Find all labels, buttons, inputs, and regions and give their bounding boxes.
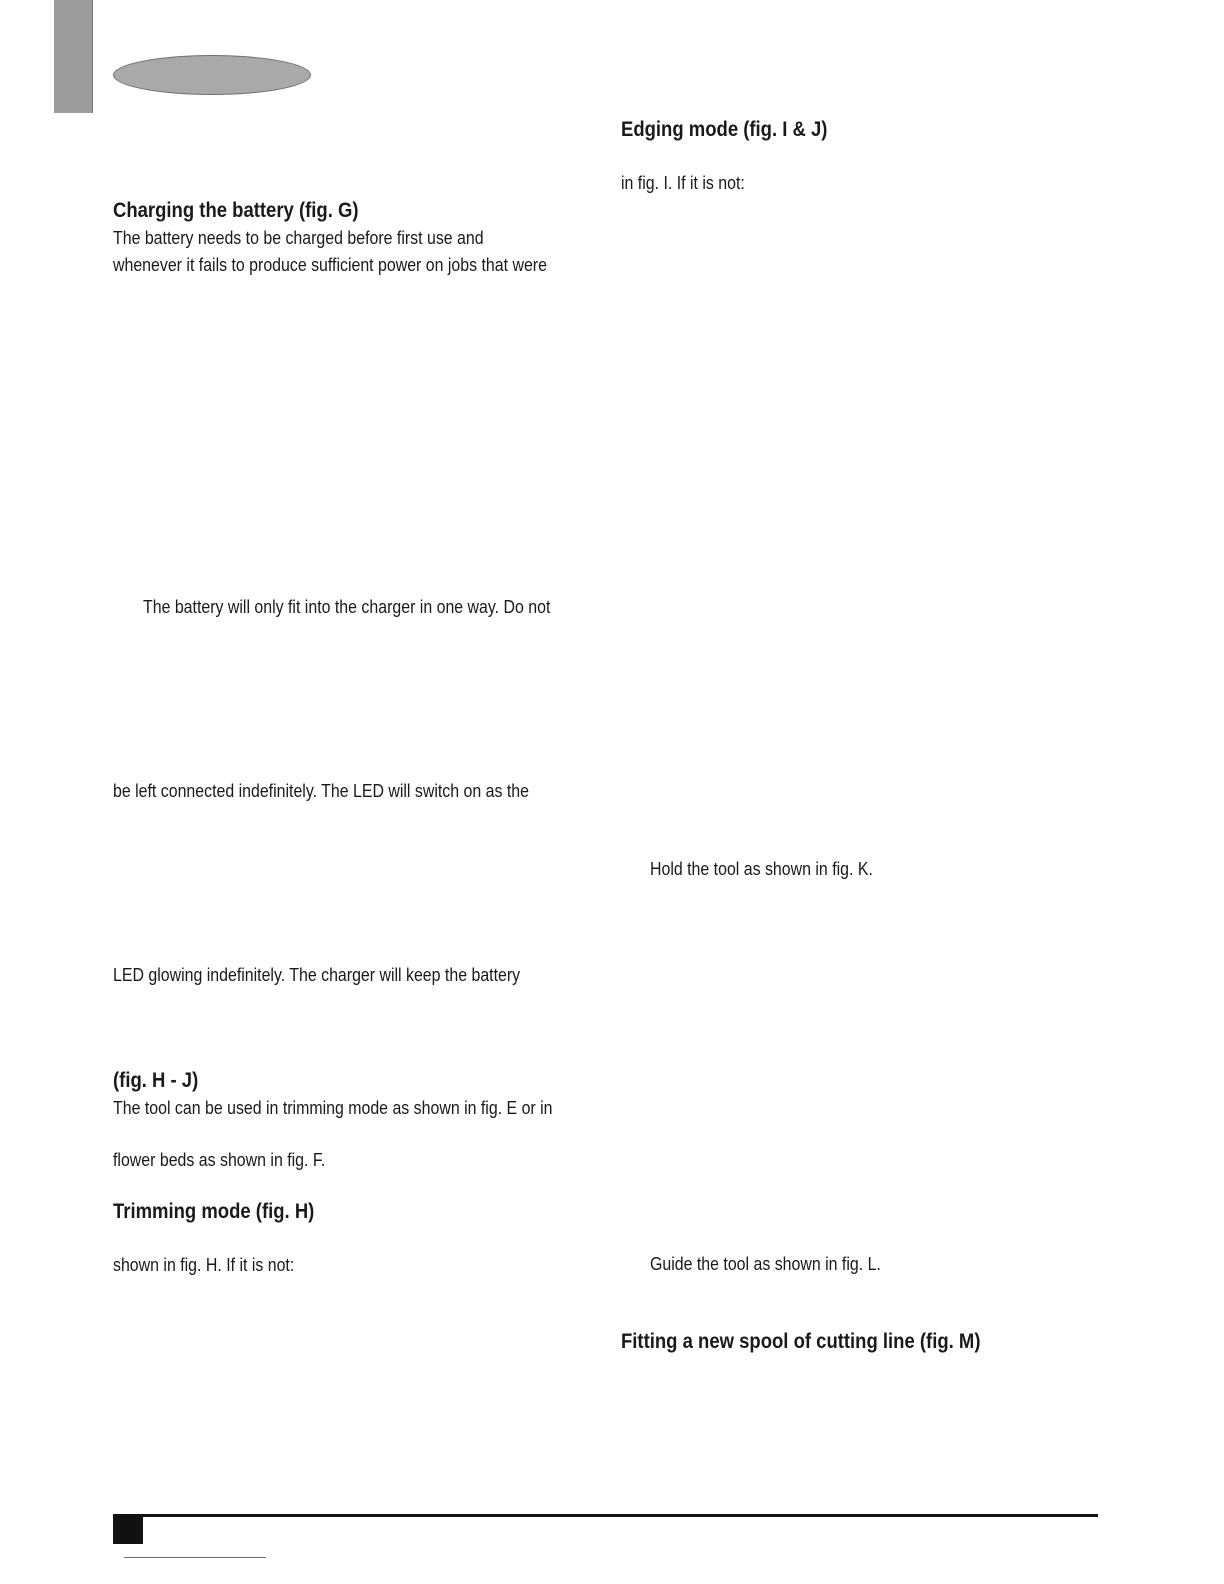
battery-fit-line: The battery will only fit into the charger in one way. Do not <box>143 596 551 617</box>
trimming-heading: Trimming mode (fig. H) <box>113 1199 315 1223</box>
charging-line-1: The battery needs to be charged before first use and <box>113 227 484 248</box>
charging-heading: Charging the battery (fig. G) <box>113 198 359 222</box>
modes-line-2: flower beds as shown in fig. F. <box>113 1149 326 1170</box>
edging-line: in fig. I. If it is not: <box>621 172 745 193</box>
page-number-box <box>113 1517 143 1544</box>
charging-line-2: whenever it fails to produce sufficient power on jobs that were <box>113 254 547 275</box>
spool-heading: Fitting a new spool of cutting line (fig. M) <box>621 1329 981 1353</box>
language-oval-badge <box>113 55 311 95</box>
modes-line-1: The tool can be used in trimming mode as shown in fig. E or in <box>113 1097 553 1118</box>
modes-heading: (fig. H - J) <box>113 1068 199 1092</box>
hold-line: Hold the tool as shown in fig. K. <box>650 858 873 879</box>
language-side-tab <box>54 0 93 113</box>
edging-heading: Edging mode (fig. I & J) <box>621 117 828 141</box>
trimming-line: shown in fig. H. If it is not: <box>113 1254 295 1275</box>
led-glow-line: LED glowing indefinitely. The charger will keep the battery <box>113 964 521 985</box>
footer-link-underline[interactable] <box>124 1557 266 1558</box>
guide-line: Guide the tool as shown in fig. L. <box>650 1253 881 1274</box>
footer-rule <box>113 1514 1098 1517</box>
led-line: be left connected indefinitely. The LED will switch on as the <box>113 780 529 801</box>
